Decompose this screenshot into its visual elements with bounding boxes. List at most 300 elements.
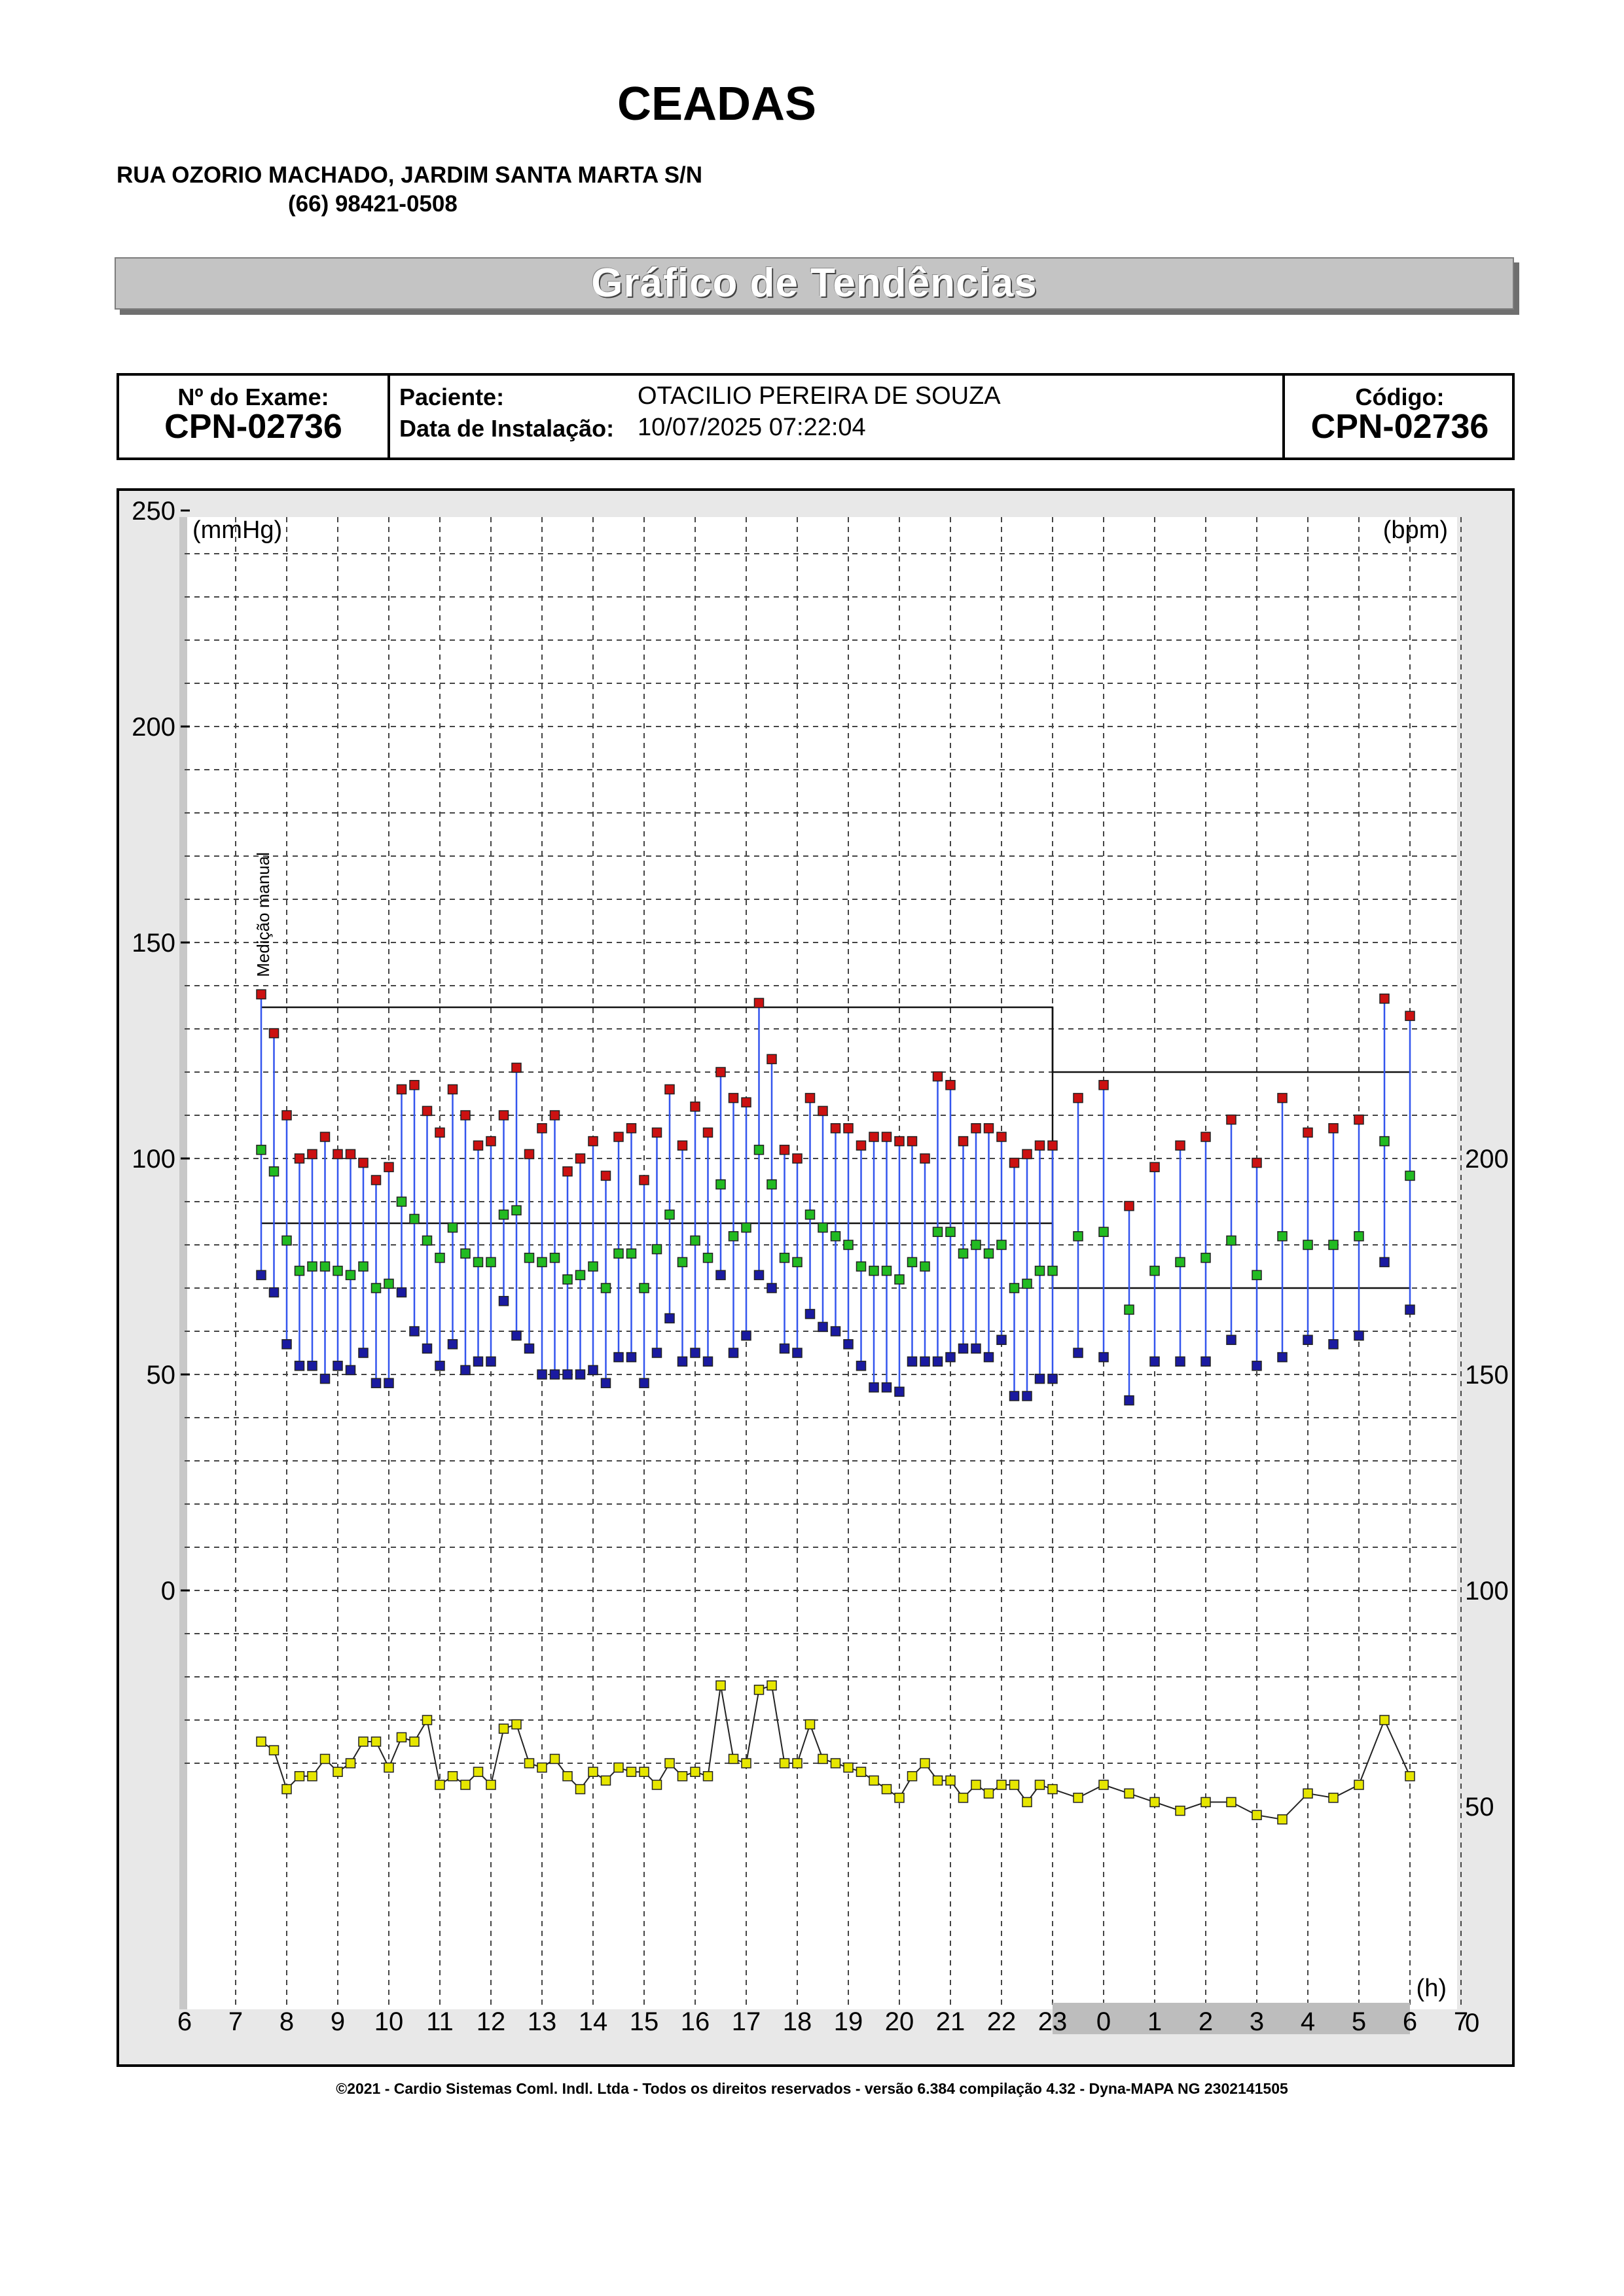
diastolic-point <box>1380 1257 1389 1266</box>
systolic-point <box>640 1175 649 1185</box>
x-axis-hour-label: 9 <box>330 2007 346 2036</box>
mean-point <box>1201 1253 1210 1263</box>
x-axis-hour-label: 0 <box>1096 2007 1111 2036</box>
heart-rate-point <box>959 1793 968 1803</box>
diastolic-point <box>410 1327 419 1336</box>
mean-point <box>946 1227 955 1236</box>
diastolic-point <box>1176 1357 1185 1366</box>
mean-point <box>1354 1232 1363 1241</box>
right-axis-label: 0 <box>1465 2009 1480 2037</box>
mean-point <box>346 1270 355 1280</box>
heart-rate-point <box>640 1767 649 1776</box>
diastolic-point <box>588 1365 598 1374</box>
heart-rate-point <box>614 1763 623 1772</box>
heart-rate-point <box>474 1767 483 1776</box>
heart-rate-point <box>767 1681 776 1690</box>
systolic-point <box>359 1158 368 1168</box>
diastolic-point <box>359 1348 368 1357</box>
x-axis-hour-label: 3 <box>1249 2007 1265 2036</box>
systolic-point <box>653 1128 662 1137</box>
systolic-point <box>384 1162 393 1172</box>
diastolic-point <box>1354 1331 1363 1340</box>
x-axis-hour-label: 10 <box>374 2007 404 2036</box>
diastolic-point <box>333 1361 342 1371</box>
heart-rate-point <box>704 1772 713 1781</box>
systolic-point <box>691 1102 700 1111</box>
heart-rate-point <box>359 1737 368 1746</box>
systolic-point <box>704 1128 713 1137</box>
systolic-point <box>1074 1094 1083 1103</box>
heart-rate-point <box>602 1776 611 1785</box>
mean-point <box>984 1249 994 1258</box>
systolic-point <box>525 1149 534 1158</box>
clinic-name: CEADAS <box>617 78 817 130</box>
mean-point <box>474 1257 483 1266</box>
systolic-point <box>1303 1128 1312 1137</box>
diastolic-point <box>295 1361 304 1371</box>
heart-rate-point <box>1074 1793 1083 1803</box>
heart-rate-point <box>1036 1780 1045 1789</box>
diastolic-point <box>806 1310 815 1319</box>
heart-rate-point <box>486 1780 496 1789</box>
systolic-point <box>308 1149 317 1158</box>
diastolic-point <box>920 1357 929 1366</box>
heart-rate-point <box>678 1772 687 1781</box>
diastolic-point <box>653 1348 662 1357</box>
heart-rate-point <box>461 1780 470 1789</box>
mean-point <box>397 1197 406 1206</box>
mean-point <box>1329 1240 1338 1249</box>
mean-point <box>933 1227 943 1236</box>
systolic-point <box>729 1094 738 1103</box>
x-axis-hour-label: 7 <box>228 2007 244 2036</box>
mean-point <box>359 1262 368 1271</box>
diastolic-point <box>499 1297 509 1306</box>
x-axis-hour-label: 16 <box>680 2007 710 2036</box>
heart-rate-point <box>1252 1810 1261 1820</box>
mean-point <box>640 1283 649 1293</box>
heart-rate-point <box>997 1780 1006 1789</box>
diastolic-point <box>435 1361 444 1371</box>
mean-point <box>742 1223 751 1232</box>
diastolic-point <box>1329 1340 1338 1349</box>
systolic-point <box>895 1137 904 1146</box>
mean-point <box>372 1283 381 1293</box>
diastolic-point <box>780 1344 789 1353</box>
mean-point <box>257 1145 266 1155</box>
heart-rate-point <box>423 1715 432 1725</box>
diastolic-point <box>1099 1353 1108 1362</box>
diastolic-point <box>1150 1357 1159 1366</box>
x-axis-hour-label: 4 <box>1300 2007 1316 2036</box>
heart-rate-point <box>1303 1789 1312 1798</box>
diastolic-point <box>614 1353 623 1362</box>
mean-point <box>1099 1227 1108 1236</box>
systolic-point <box>295 1154 304 1163</box>
mean-point <box>448 1223 458 1232</box>
heart-rate-point <box>895 1793 904 1803</box>
mean-point <box>550 1253 560 1263</box>
mean-point <box>1227 1236 1236 1245</box>
left-axis-label: 250 <box>132 497 175 526</box>
heart-rate-point <box>1099 1780 1108 1789</box>
code-value: CPN-02736 <box>1310 408 1489 446</box>
x-axis-hour-label: 11 <box>426 2007 454 2036</box>
manual-measurement-annotation: Medição manual <box>253 852 273 977</box>
heart-rate-point <box>653 1780 662 1789</box>
mean-point <box>512 1206 521 1215</box>
mean-point <box>1036 1266 1045 1276</box>
diastolic-point <box>282 1340 291 1349</box>
heart-rate-point <box>716 1681 725 1690</box>
mean-point <box>831 1232 840 1241</box>
mean-point <box>997 1240 1006 1249</box>
systolic-point <box>512 1063 521 1072</box>
exam-number: CPN-02736 <box>164 408 342 446</box>
systolic-point <box>588 1137 598 1146</box>
heart-rate-point <box>1380 1715 1389 1725</box>
mean-point <box>920 1262 929 1271</box>
systolic-point <box>882 1132 892 1141</box>
systolic-point <box>997 1132 1006 1141</box>
mean-point <box>410 1214 419 1223</box>
mean-point <box>1252 1270 1261 1280</box>
diastolic-point <box>1010 1391 1019 1401</box>
heart-rate-point <box>831 1759 840 1768</box>
right-axis-label: 50 <box>1465 1793 1494 1821</box>
plot-area <box>179 517 1457 2009</box>
heart-rate-point <box>1150 1797 1159 1806</box>
mean-point <box>1074 1232 1083 1241</box>
mean-point <box>270 1167 279 1176</box>
plot-left-shade <box>179 517 187 2009</box>
systolic-point <box>1099 1081 1108 1090</box>
diastolic-point <box>525 1344 534 1353</box>
mean-point <box>1048 1266 1057 1276</box>
systolic-point <box>372 1175 381 1185</box>
diastolic-point <box>461 1365 470 1374</box>
mean-point <box>1176 1257 1185 1266</box>
systolic-point <box>410 1081 419 1090</box>
mean-point <box>665 1210 674 1219</box>
heart-rate-point <box>295 1772 304 1781</box>
diastolic-point <box>1048 1374 1057 1384</box>
systolic-point <box>627 1124 636 1133</box>
diastolic-point <box>448 1340 458 1349</box>
heart-rate-point <box>818 1754 827 1763</box>
mean-point <box>282 1236 291 1245</box>
diastolic-point <box>576 1370 585 1379</box>
diastolic-point <box>270 1288 279 1297</box>
systolic-point <box>678 1141 687 1150</box>
systolic-point <box>665 1085 674 1094</box>
diastolic-point <box>308 1361 317 1371</box>
systolic-point <box>818 1106 827 1115</box>
heart-rate-point <box>984 1789 994 1798</box>
heart-rate-point <box>1176 1806 1185 1816</box>
heart-rate-point <box>321 1754 330 1763</box>
diastolic-point <box>1125 1396 1134 1405</box>
systolic-point <box>563 1167 572 1176</box>
systolic-point <box>602 1171 611 1180</box>
diastolic-point <box>793 1348 802 1357</box>
left-axis-label: 200 <box>132 713 175 742</box>
systolic-point <box>257 990 266 999</box>
systolic-point <box>1125 1202 1134 1211</box>
mean-point <box>678 1257 687 1266</box>
systolic-point <box>1405 1011 1415 1020</box>
x-axis-hour-label: 12 <box>476 2007 506 2036</box>
heart-rate-point <box>665 1759 674 1768</box>
patient-name: OTACILIO PEREIRA DE SOUZA <box>638 382 1001 410</box>
mean-point <box>1150 1266 1159 1276</box>
mean-point <box>857 1262 866 1271</box>
heart-rate-point <box>270 1746 279 1755</box>
diastolic-point <box>882 1383 892 1392</box>
mean-point <box>321 1262 330 1271</box>
heart-rate-point <box>257 1737 266 1746</box>
heart-rate-point <box>397 1732 406 1742</box>
mean-point <box>882 1266 892 1276</box>
diastolic-point <box>384 1378 393 1388</box>
right-axis-label: 200 <box>1465 1145 1509 1174</box>
exam-number-label: Nº do Exame: <box>177 384 329 410</box>
diastolic-point <box>423 1344 432 1353</box>
systolic-point <box>869 1132 878 1141</box>
diastolic-point <box>1252 1361 1261 1371</box>
x-axis-hour-label: 1 <box>1147 2007 1163 2036</box>
x-axis-hour-label: 21 <box>935 2007 965 2036</box>
diastolic-point <box>818 1322 827 1331</box>
diastolic-point <box>959 1344 968 1353</box>
mean-point <box>563 1275 572 1284</box>
mean-point <box>588 1262 598 1271</box>
mean-point <box>1022 1279 1032 1288</box>
x-axis-hour-label: 6 <box>177 2007 192 2036</box>
x-axis-hour-label: 2 <box>1198 2007 1214 2036</box>
diastolic-point <box>933 1357 943 1366</box>
mean-point <box>729 1232 738 1241</box>
heart-rate-point <box>384 1763 393 1772</box>
heart-rate-point <box>946 1776 955 1785</box>
mean-point <box>486 1257 496 1266</box>
x-axis-hour-label: 14 <box>578 2007 608 2036</box>
heart-rate-point <box>410 1737 419 1746</box>
diastolic-point <box>691 1348 700 1357</box>
trend-chart <box>117 488 1515 2067</box>
code-label: Código: <box>1355 384 1445 410</box>
patient-label: Paciente: <box>399 384 505 410</box>
diastolic-point <box>486 1357 496 1366</box>
mean-point <box>895 1275 904 1284</box>
heart-rate-point <box>844 1763 853 1772</box>
mean-point <box>602 1283 611 1293</box>
systolic-point <box>346 1149 355 1158</box>
diastolic-point <box>704 1357 713 1366</box>
left-unit-label: (mmHg) <box>192 516 283 544</box>
diastolic-point <box>321 1374 330 1384</box>
diastolic-point <box>729 1348 738 1357</box>
install-date-label: Data de Instalação: <box>399 415 615 442</box>
x-axis-hour-label: 18 <box>782 2007 812 2036</box>
heart-rate-point <box>1354 1780 1363 1789</box>
mean-point <box>435 1253 444 1263</box>
systolic-point <box>959 1137 968 1146</box>
diastolic-point <box>1227 1335 1236 1344</box>
diastolic-point <box>1405 1305 1415 1314</box>
x-axis-hour-label: 5 <box>1351 2007 1367 2036</box>
heart-rate-point <box>1329 1793 1338 1803</box>
heart-rate-point <box>435 1780 444 1789</box>
systolic-point <box>423 1106 432 1115</box>
heart-rate-point <box>920 1759 929 1768</box>
diastolic-point <box>755 1270 764 1280</box>
x-axis-hour-label: 7 <box>1453 2007 1469 2036</box>
clinic-phone: (66) 98421-0508 <box>288 191 458 217</box>
left-axis-label: 150 <box>132 929 175 958</box>
systolic-point <box>333 1149 342 1158</box>
systolic-point <box>857 1141 866 1150</box>
diastolic-point <box>1201 1357 1210 1366</box>
mean-point <box>308 1262 317 1271</box>
systolic-point <box>321 1132 330 1141</box>
diastolic-point <box>550 1370 560 1379</box>
heart-rate-point <box>563 1772 572 1781</box>
systolic-point <box>742 1098 751 1107</box>
heart-rate-point <box>333 1767 342 1776</box>
diastolic-point <box>640 1378 649 1388</box>
mean-point <box>959 1249 968 1258</box>
mean-point <box>1303 1240 1312 1249</box>
x-axis-hour-label: 6 <box>1402 2007 1418 2036</box>
mean-point <box>704 1253 713 1263</box>
systolic-point <box>780 1145 789 1155</box>
heart-rate-point <box>282 1785 291 1794</box>
heart-rate-point <box>499 1724 509 1733</box>
systolic-point <box>1278 1094 1287 1103</box>
heart-rate-point <box>550 1754 560 1763</box>
right-axis-label: 150 <box>1465 1361 1509 1390</box>
systolic-point <box>716 1067 725 1077</box>
diastolic-point <box>1036 1374 1045 1384</box>
systolic-point <box>933 1072 943 1081</box>
diastolic-point <box>908 1357 917 1366</box>
systolic-point <box>793 1154 802 1163</box>
diastolic-point <box>372 1378 381 1388</box>
mean-point <box>767 1180 776 1189</box>
systolic-point <box>831 1124 840 1133</box>
x-axis-hour-label: 23 <box>1038 2007 1068 2036</box>
heart-rate-point <box>806 1720 815 1729</box>
diastolic-point <box>857 1361 866 1371</box>
diastolic-point <box>1303 1335 1312 1344</box>
heart-rate-point <box>908 1772 917 1781</box>
diastolic-point <box>831 1327 840 1336</box>
mean-point <box>537 1257 547 1266</box>
heart-rate-point <box>793 1759 802 1768</box>
mean-point <box>780 1253 789 1263</box>
exam-info-box <box>117 373 1515 460</box>
systolic-point <box>1329 1124 1338 1133</box>
heart-rate-point <box>512 1720 521 1729</box>
heart-rate-point <box>588 1767 598 1776</box>
diastolic-point <box>997 1335 1006 1344</box>
diastolic-point <box>716 1270 725 1280</box>
copyright-footer: ©2021 - Cardio Sistemas Coml. Indl. Ltda - Todos os direitos reservados - versão 6.384 compilação 4.32 - Dyna-MAPA NG 2302141505 <box>336 2080 1288 2097</box>
mean-point <box>461 1249 470 1258</box>
systolic-point <box>755 998 764 1007</box>
systolic-point <box>576 1154 585 1163</box>
report-title-bar <box>115 257 1514 310</box>
mean-point <box>525 1253 534 1263</box>
left-axis-label: 100 <box>132 1145 175 1174</box>
mean-point <box>844 1240 853 1249</box>
heart-rate-point <box>742 1759 751 1768</box>
mean-point <box>908 1257 917 1266</box>
systolic-point <box>984 1124 994 1133</box>
systolic-point <box>767 1054 776 1064</box>
heart-rate-point <box>1278 1815 1287 1824</box>
diastolic-point <box>1278 1353 1287 1362</box>
mean-point <box>295 1266 304 1276</box>
diastolic-point <box>1022 1391 1032 1401</box>
mean-point <box>793 1257 802 1266</box>
clinic-address: RUA OZORIO MACHADO, JARDIM SANTA MARTA S/N <box>117 162 703 188</box>
systolic-point <box>499 1111 509 1120</box>
diastolic-point <box>742 1331 751 1340</box>
diastolic-point <box>602 1378 611 1388</box>
mean-point <box>576 1270 585 1280</box>
heart-rate-point <box>1048 1785 1057 1794</box>
mean-point <box>384 1279 393 1288</box>
heart-rate-point <box>933 1776 943 1785</box>
systolic-point <box>1150 1162 1159 1172</box>
heart-rate-point <box>1405 1772 1415 1781</box>
systolic-point <box>1227 1115 1236 1124</box>
heart-rate-point <box>1010 1780 1019 1789</box>
heart-rate-point <box>691 1767 700 1776</box>
systolic-point <box>844 1124 853 1133</box>
systolic-point <box>1010 1158 1019 1168</box>
x-axis-hour-label: 15 <box>629 2007 659 2036</box>
diastolic-point <box>665 1314 674 1323</box>
mean-point <box>499 1210 509 1219</box>
left-axis-label: 0 <box>160 1577 175 1605</box>
systolic-point <box>1022 1149 1032 1158</box>
diastolic-point <box>946 1353 955 1362</box>
systolic-point <box>550 1111 560 1120</box>
mean-point <box>716 1180 725 1189</box>
trend-chart-svg <box>119 491 1512 2064</box>
systolic-point <box>1354 1115 1363 1124</box>
systolic-point <box>1048 1141 1057 1150</box>
heart-rate-point <box>869 1776 878 1785</box>
mean-point <box>818 1223 827 1232</box>
diastolic-point <box>844 1340 853 1349</box>
mean-point <box>333 1266 342 1276</box>
report-title: Gráfico de Tendências <box>591 260 1038 306</box>
systolic-point <box>474 1141 483 1150</box>
diastolic-point <box>984 1353 994 1362</box>
heart-rate-point <box>525 1759 534 1768</box>
heart-rate-point <box>1022 1797 1032 1806</box>
diastolic-point <box>474 1357 483 1366</box>
heart-rate-point <box>1227 1797 1236 1806</box>
heart-rate-point <box>576 1785 585 1794</box>
diastolic-point <box>397 1288 406 1297</box>
systolic-point <box>1380 994 1389 1003</box>
systolic-point <box>971 1124 981 1133</box>
